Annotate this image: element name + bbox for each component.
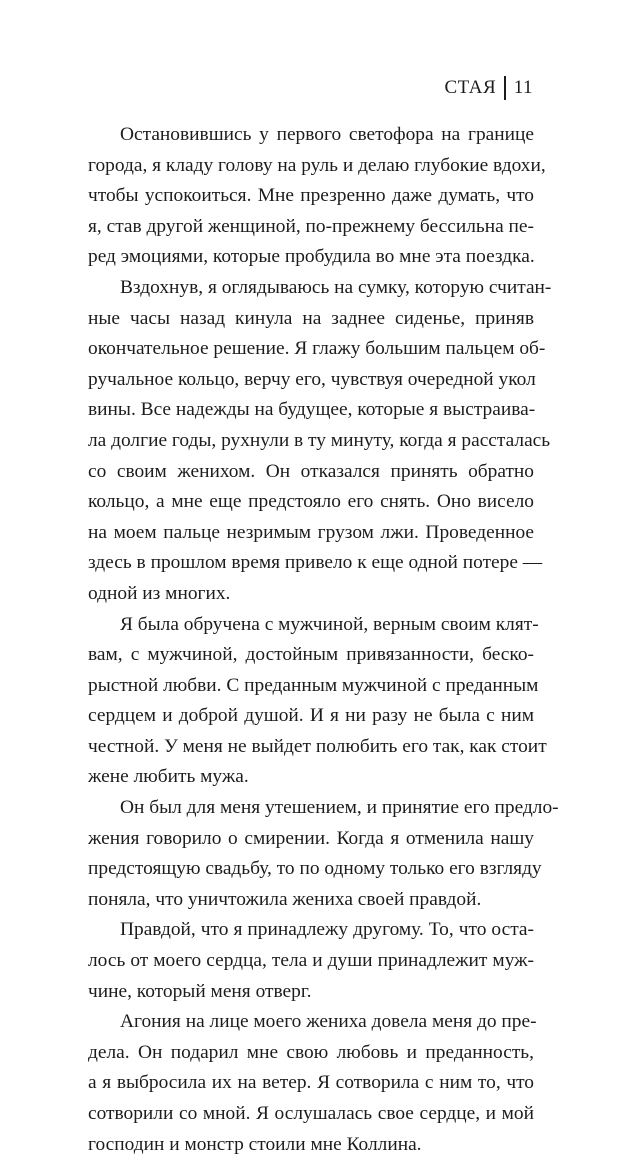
text-line: одной из многих. (88, 582, 231, 604)
paragraph-4 (88, 793, 559, 915)
paragraph-5 (88, 915, 534, 1007)
text-line: окончательное решение. Я глажу большим пальцем об- (88, 338, 546, 360)
text-line: Остановившись у первого светофора на границе (120, 124, 534, 145)
text-line: дела. Он подарил мне свою любовь и преданность, (88, 1041, 534, 1063)
text-line: честной. У меня не выйдет полюбить его так, как стоит (88, 735, 547, 757)
text-line: города, я кладу голову на руль и делаю глубокие вдохи, (88, 154, 546, 176)
running-head-divider (504, 76, 506, 100)
text-line: кольцо, а мне еще предстояло его снять. Оно висело (88, 491, 534, 513)
text-line: рыстной любви. С преданным мужчиной с преданным (88, 674, 539, 696)
text-line: ручальное кольцо, верчу его, чувствуя очередной укол (88, 368, 536, 390)
text-line: Я была обручена с мужчиной, верным своим клят- (120, 613, 539, 635)
running-head-title: СТАЯ (444, 77, 497, 98)
text-line: Он был для меня утешением, и принятие его предло- (120, 797, 559, 819)
text-line: я, став другой женщиной, по-прежнему бессильна пе- (88, 215, 534, 237)
paragraph-1 (88, 120, 546, 273)
text-line: сотворили со мной. Я ослушалась свое сердце, и мой (88, 1103, 534, 1124)
text-line: Агония на лице моего жениха довела меня до пре- (120, 1011, 537, 1033)
paragraph-6 (88, 1007, 537, 1160)
text-line: господин и монстр стоили мне Коллина. (88, 1133, 422, 1155)
text-line: вам, с мужчиной, достойным привязанности, беско- (88, 644, 534, 666)
text-line: сердцем и доброй душой. И я ни разу не была с ним (88, 705, 534, 727)
text-line: предстоящую свадьбу, то по одному только его взгляду (88, 858, 542, 880)
page-number: 11 (513, 77, 533, 98)
text-line: Вздохнув, я оглядываюсь на сумку, которую считан- (120, 276, 552, 298)
text-line: а я выбросила их на ветер. Я сотворила с ним то, что (88, 1072, 534, 1094)
text-line: вины. Все надежды на будущее, которые я выстраива- (88, 399, 536, 421)
text-line: лось от моего сердца, тела и души принадлежит муж- (88, 950, 534, 972)
text-line: здесь в прошлом время привело к еще одной потере — (88, 552, 543, 574)
text-line: поняла, что уничтожила жениха своей правдой. (88, 888, 482, 910)
text-line: со своим женихом. Он отказался принять обратно (88, 460, 534, 482)
paragraph-2 (88, 273, 552, 610)
text-line: ред эмоциями, которые пробудила во мне эта поездка. (88, 246, 535, 268)
running-head (444, 76, 533, 100)
body-text (88, 120, 559, 1160)
text-line: жене любить мужа. (88, 766, 249, 788)
text-line: ные часы назад кинула на заднее сиденье, приняв (88, 307, 534, 329)
text-line: чине, который меня отверг. (88, 980, 312, 1002)
text-line: чтобы успокоиться. Мне презренно даже думать, что (88, 185, 534, 207)
text-line: Правдой, что я принадлежу другому. То, что оста- (120, 919, 534, 941)
paragraph-3 (88, 610, 547, 794)
text-line: жения говорило о смирении. Когда я отменила нашу (88, 827, 534, 849)
text-line: на моем пальце незримым грузом лжи. Проведенное (88, 521, 534, 543)
text-line: ла долгие годы, рухнули в ту минуту, когда я рассталась (88, 429, 551, 451)
